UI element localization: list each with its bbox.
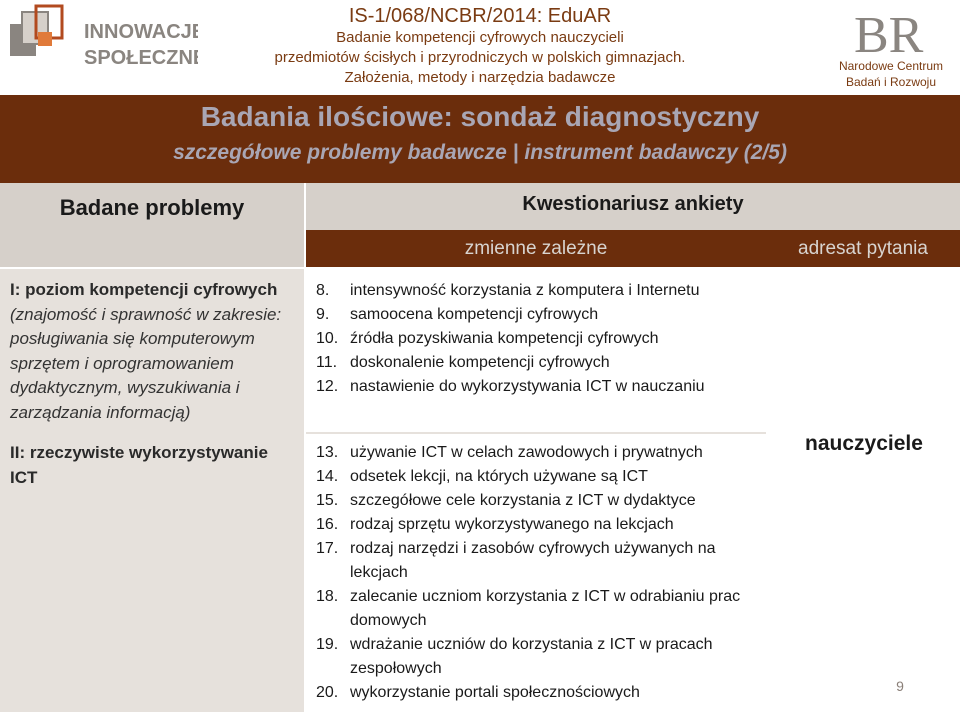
variables-group-2 — [316, 441, 756, 705]
page-number: 9 — [896, 678, 904, 694]
header-line-4: Założenia, metody i narzędzia badawcze — [344, 69, 616, 86]
problem-1-detail: (znajomość i sprawność w zakresie: posługiwania się komputerowym sprzętem i oprogramowaniem dydaktycznym, wyszukiwania i zarządzania informacją) — [10, 304, 282, 422]
problems-header: Badane problemy — [59, 195, 245, 220]
list-item: 8. intensywność korzystania z komputera i Internetu — [316, 282, 700, 299]
questionnaire-header-cell — [306, 183, 960, 230]
variables-group-1 — [316, 279, 756, 399]
list-item: 18. zalecanie uczniom korzystania z ICT w odrabianiu prac domowych — [316, 588, 741, 629]
innowacje-spoleczne-logo — [8, 4, 198, 76]
title-banner — [0, 95, 960, 183]
list-item: 16. rodzaj sprzętu wykorzystywanego na lekcjach — [316, 516, 674, 533]
list-item: 13. używanie ICT w celach zawodowych i prywatnych — [316, 444, 703, 461]
problem-1 — [10, 278, 300, 425]
problem-1-label: I: poziom kompetencji cyfrowych — [10, 280, 278, 299]
questionnaire-header: Kwestionariusz ankiety — [522, 193, 744, 215]
slide-title: Badania ilościowe: sondaż diagnostyczny — [200, 101, 760, 132]
list-item: 9. samoocena kompetencji cyfrowych — [316, 306, 599, 323]
list-item: 10. źródła pozyskiwania kompetencji cyfrowych — [316, 330, 659, 347]
logo-right-line2: Badań i Rozwoju — [845, 75, 937, 89]
project-header — [240, 4, 720, 88]
logo-right-monogram: BR — [854, 7, 924, 64]
ncbr-logo — [826, 4, 956, 92]
header-line-2: Badanie kompetencji cyfrowych nauczycieli — [336, 29, 624, 46]
list-item: 19. wdrażanie uczniów do korzystania z ICT w pracach zespołowych — [316, 636, 713, 677]
list-item: 20. wykorzystanie portali społecznościowych — [316, 684, 640, 701]
list-item: 11. doskonalenie kompetencji cyfrowych — [316, 354, 610, 371]
list-item: 12. nastawienie do wykorzystywania ICT w nauczaniu — [316, 378, 705, 395]
problem-2-label: II: rzeczywiste wykorzystywanie ICT — [10, 443, 268, 487]
addressee-header: adresat pytania — [798, 238, 928, 259]
addressee-column — [768, 269, 960, 712]
header-line-3: przedmiotów ścisłych i przyrodniczych w polskich gimnazjach. — [274, 49, 686, 66]
logo-right-line1: Narodowe Centrum — [838, 59, 944, 73]
slide-subtitle: szczegółowe problemy badawcze | instrument badawczy (2/5) — [173, 141, 787, 164]
list-item: 14. odsetek lekcji, na których używane są ICT — [316, 468, 648, 485]
list-item: 17. rodzaj narzędzi i zasobów cyfrowych używanych na lekcjach — [316, 540, 716, 581]
project-code: IS-1/068/NCBR/2014: EduAR — [348, 5, 612, 27]
sub-header-row — [306, 230, 960, 267]
problems-header-cell — [0, 183, 304, 269]
logo-left-line1: INNOWACJE — [84, 21, 198, 43]
row-divider — [306, 432, 766, 434]
dependent-variables-header: zmienne zależne — [464, 238, 608, 259]
respondent-label: nauczyciele — [805, 432, 923, 455]
list-item: 15. szczegółowe cele korzystania z ICT w dydaktyce — [316, 492, 696, 509]
logo-left-line2: SPOŁECZNE — [84, 47, 198, 69]
